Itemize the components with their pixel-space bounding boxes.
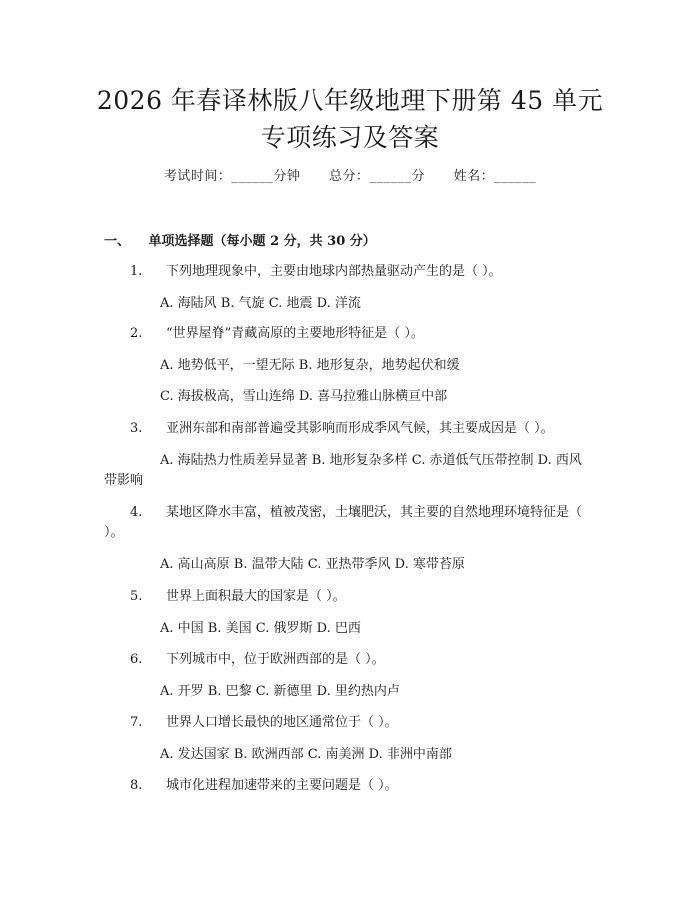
page-title-line1: 2026 年春译林版八年级地理下册第 45 单元	[96, 86, 604, 115]
student-name-field: 姓名：______	[453, 169, 537, 184]
page-title-line2: 专项练习及答案	[260, 123, 440, 152]
question-number: 7.	[130, 715, 143, 730]
question-text: 亚洲东部和南部普遍受其影响而形成季风气候，其主要成因是（ ）。	[166, 421, 554, 436]
question-6	[104, 650, 590, 670]
section-label: 单项选择题（每小题 2 分，共 30 分）	[148, 234, 376, 249]
question-number: 8.	[130, 778, 143, 793]
question-number: 4.	[130, 505, 143, 520]
question-4-options: A. 高山高原 B. 温带大陆 C. 亚热带季风 D. 寒带苔原	[160, 557, 465, 572]
question-1	[104, 262, 590, 282]
question-text: 世界人口增长最快的地区通常位于（ ）。	[166, 715, 398, 730]
question-text: 城市化进程加速带来的主要问题是（ ）。	[166, 778, 398, 793]
question-number: 6.	[130, 652, 143, 667]
section-heading	[104, 232, 376, 252]
question-7	[104, 713, 590, 733]
question-number: 1.	[130, 264, 143, 279]
question-3	[104, 419, 590, 439]
question-text: 世界上面积最大的国家是（ ）。	[166, 589, 346, 604]
question-2	[104, 324, 590, 344]
question-8	[104, 776, 590, 796]
question-2-options-b: C. 海拔极高，雪山连绵 D. 喜马拉雅山脉横亘中部	[160, 389, 448, 404]
question-5	[104, 587, 590, 607]
question-3-options: A. 海陆热力性质差异显著 B. 地形复杂多样 C. 赤道低气压带控制 D. 西风带影响	[104, 453, 582, 488]
question-1-options: A. 海陆风 B. 气旋 C. 地震 D. 洋流	[160, 296, 361, 311]
question-7-options: A. 发达国家 B. 欧洲西部 C. 南美洲 D. 非洲中南部	[160, 747, 452, 762]
question-text: 下列地理现象中，主要由地球内部热量驱动产生的是（ ）。	[166, 264, 502, 279]
exam-meta	[0, 167, 700, 187]
question-number: 3.	[130, 421, 143, 436]
question-4	[104, 503, 590, 543]
total-score-field: 总分：______分	[328, 169, 425, 184]
exam-time-field: 考试时间：______分钟	[163, 169, 301, 184]
question-text: “世界屋脊”青藏高原的主要地形特征是（ ）。	[166, 326, 424, 341]
question-number: 5.	[130, 589, 143, 604]
question-2-options-a: A. 地势低平，一望无际 B. 地形复杂，地势起伏和缓	[160, 358, 460, 373]
question-5-options: A. 中国 B. 美国 C. 俄罗斯 D. 巴西	[160, 621, 361, 636]
question-text: 某地区降水丰富，植被茂密，土壤肥沃，其主要的自然地理环境特征是（ ）。	[104, 505, 583, 540]
section-number: 一、	[104, 234, 131, 249]
question-number: 2.	[130, 326, 143, 341]
question-text: 下列城市中，位于欧洲西部的是（ ）。	[166, 652, 385, 667]
question-6-options: A. 开罗 B. 巴黎 C. 新德里 D. 里约热内卢	[160, 684, 400, 699]
